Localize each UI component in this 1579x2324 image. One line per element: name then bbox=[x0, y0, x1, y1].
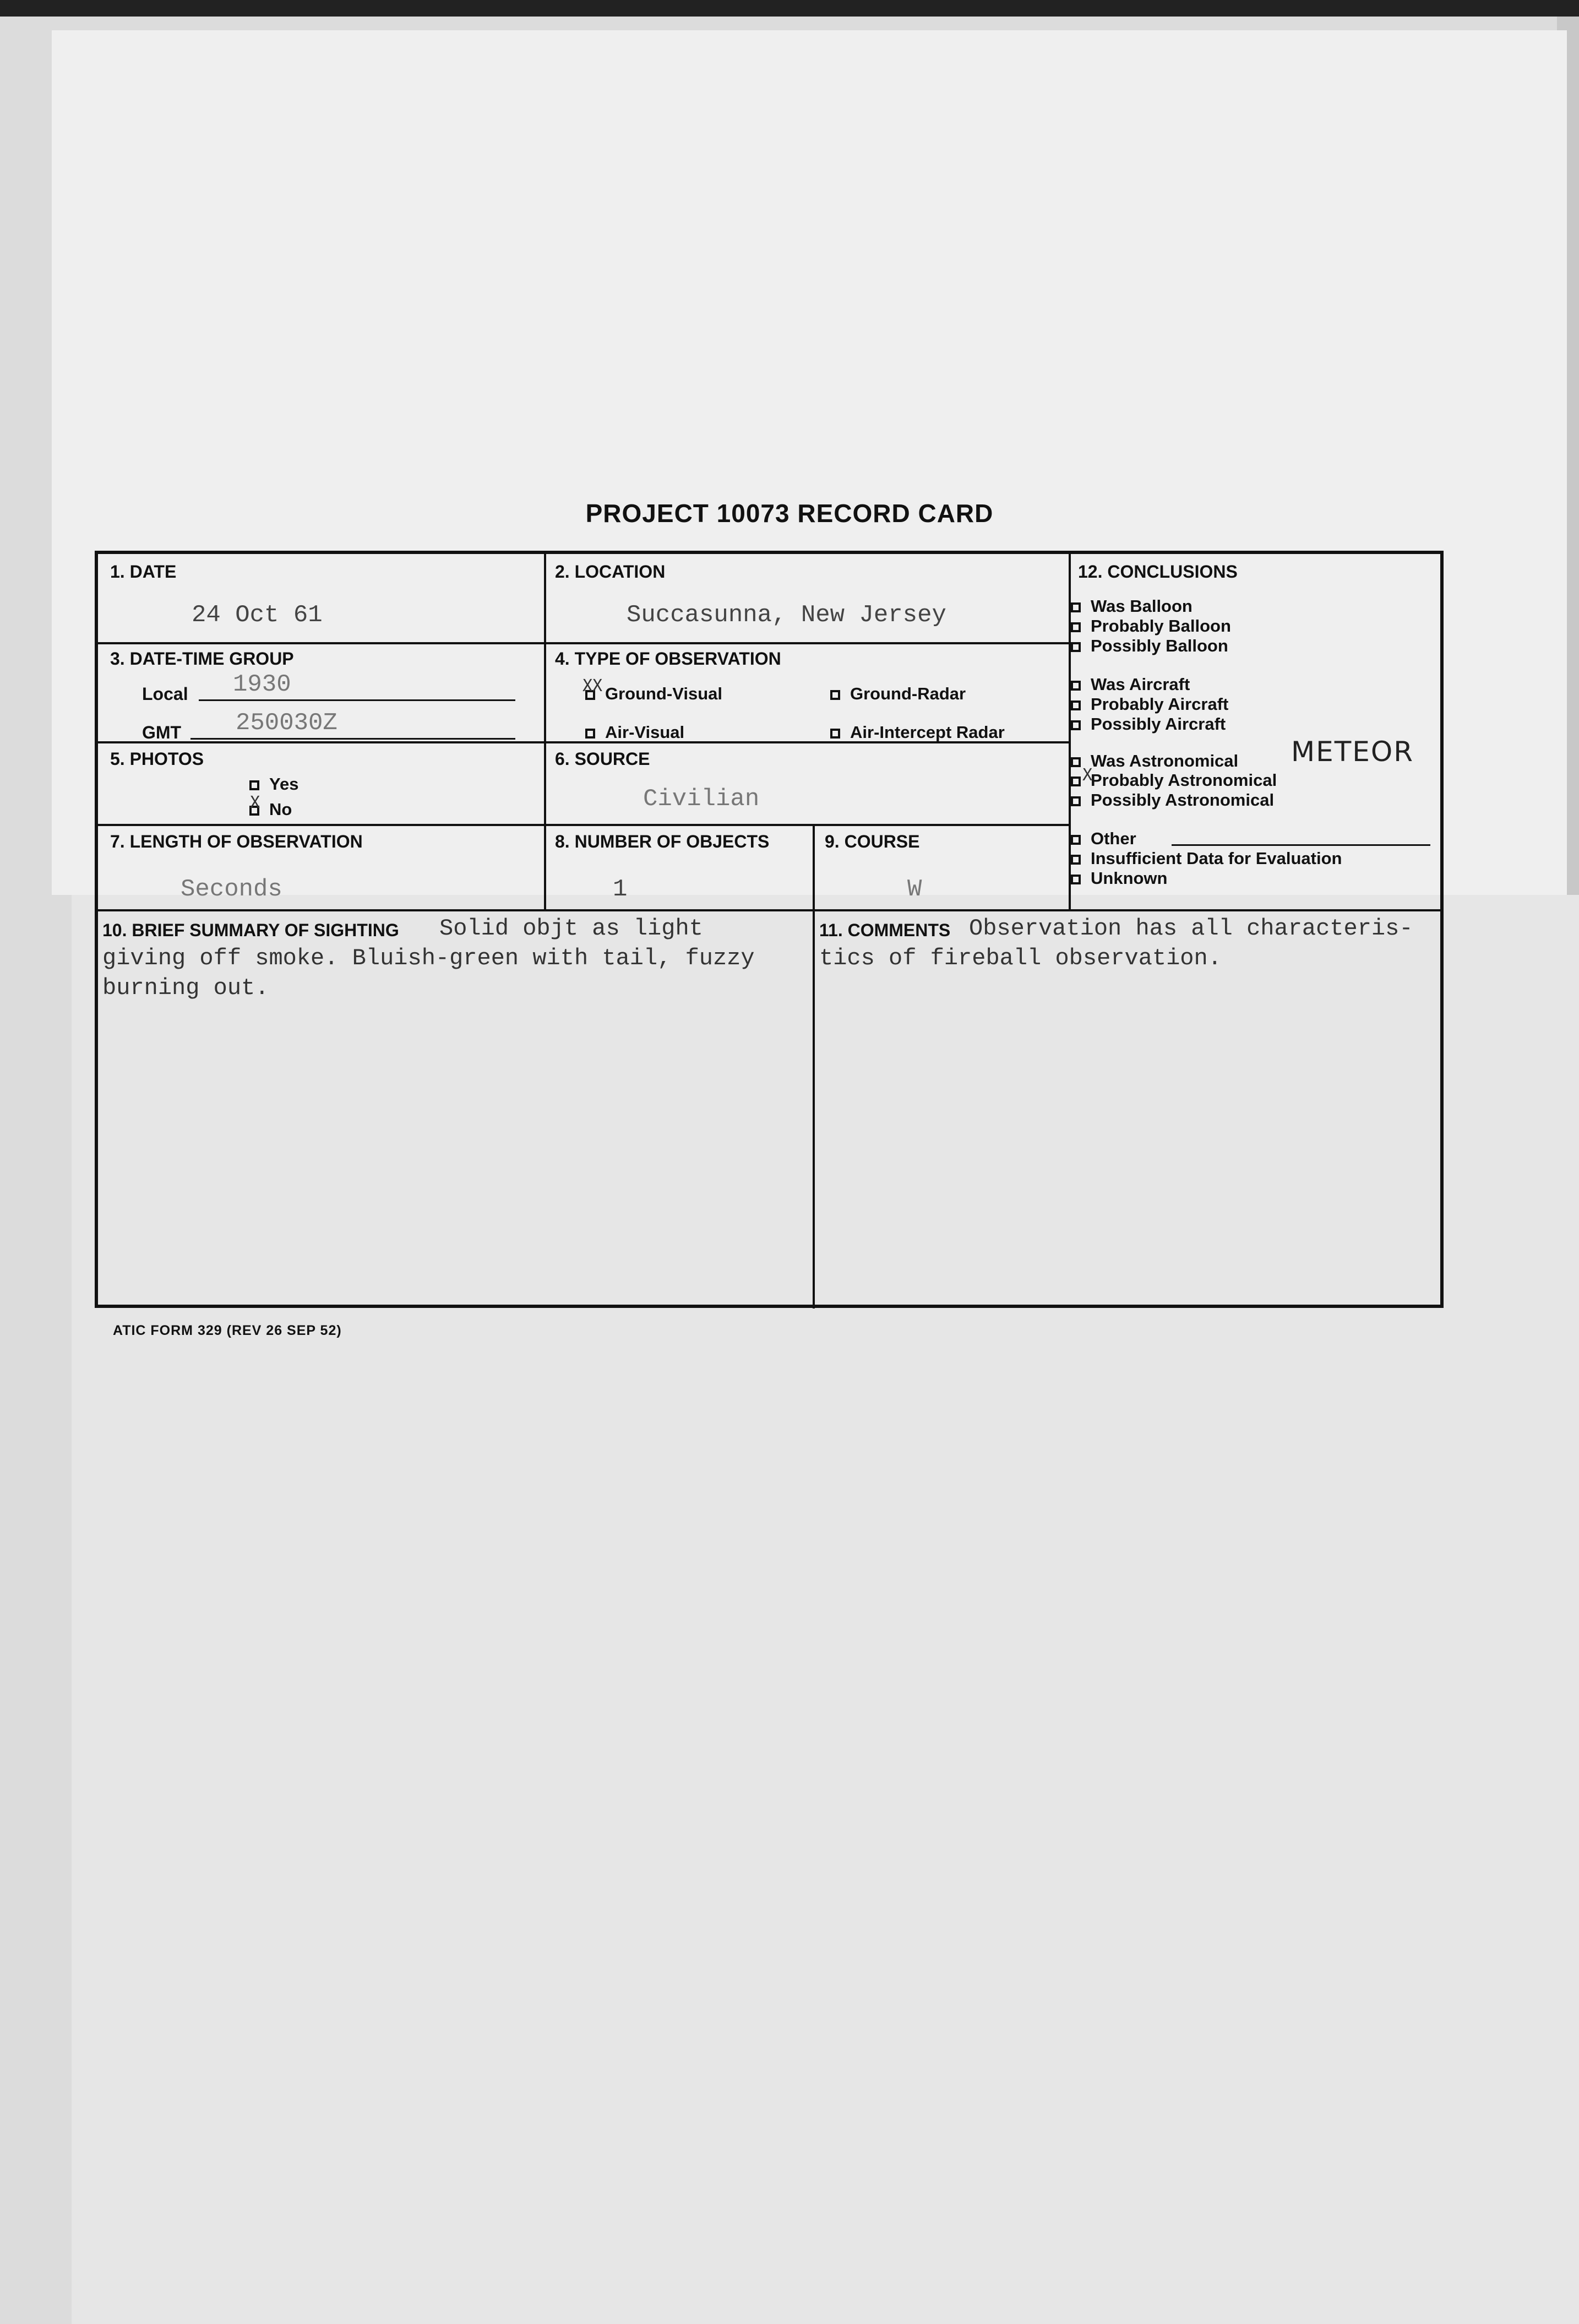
other-underline bbox=[1172, 844, 1430, 846]
check-mark: X bbox=[1082, 765, 1093, 785]
checkbox-icon bbox=[1071, 642, 1081, 652]
photos-label: 5. PHOTOS bbox=[110, 749, 204, 769]
row-divider bbox=[98, 824, 1069, 826]
conclusion-insufficient-data[interactable]: Insufficient Data for Evaluation bbox=[1071, 849, 1342, 868]
checkbox-icon bbox=[1071, 602, 1081, 612]
conclusion-unknown[interactable]: Unknown bbox=[1071, 868, 1168, 888]
comments-label: 11. COMMENTS bbox=[819, 920, 951, 940]
conclusion-was-balloon[interactable]: Was Balloon bbox=[1071, 596, 1193, 616]
check-mark: X bbox=[250, 793, 260, 812]
comments-line-2: tics of fireball observation. bbox=[819, 945, 1222, 971]
checkbox-icon bbox=[830, 729, 840, 739]
handwritten-note: METEOR bbox=[1291, 736, 1414, 768]
brief-summary-line-3: burning out. bbox=[102, 975, 269, 1001]
comments-line-1: Observation has all characteris- bbox=[969, 915, 1413, 942]
course-label: 9. COURSE bbox=[825, 832, 920, 851]
option-photos-yes[interactable]: Yes bbox=[249, 774, 298, 794]
checkbox-icon bbox=[1071, 855, 1081, 865]
option-ground-radar[interactable]: Ground-Radar bbox=[830, 684, 966, 704]
gmt-label: GMT bbox=[142, 723, 182, 742]
source-label: 6. SOURCE bbox=[555, 749, 650, 769]
conclusion-probably-astronomical[interactable]: Probably Astronomical bbox=[1071, 770, 1277, 790]
row-divider bbox=[98, 909, 1441, 911]
conclusion-was-astronomical[interactable]: Was Astronomical bbox=[1071, 751, 1238, 771]
conclusion-possibly-balloon[interactable]: Possibly Balloon bbox=[1071, 636, 1228, 656]
conclusion-possibly-astronomical[interactable]: Possibly Astronomical bbox=[1071, 790, 1274, 810]
check-mark: XX bbox=[582, 676, 603, 696]
checkbox-icon bbox=[830, 690, 840, 700]
record-card-form bbox=[95, 551, 1444, 1308]
brief-summary-line-2: giving off smoke. Bluish-green with tail, fuzzy bbox=[102, 945, 755, 971]
form-title: PROJECT 10073 RECORD CARD bbox=[585, 499, 994, 528]
conclusion-probably-aircraft[interactable]: Probably Aircraft bbox=[1071, 694, 1228, 714]
conclusion-other[interactable]: Other bbox=[1071, 829, 1136, 849]
local-value: 1930 bbox=[233, 671, 291, 698]
col-divider bbox=[813, 824, 815, 1308]
date-time-group-label: 3. DATE-TIME GROUP bbox=[110, 649, 294, 669]
brief-summary-line-1: Solid objt as light bbox=[439, 915, 703, 942]
date-label: 1. DATE bbox=[110, 562, 177, 582]
source-value: Civilian bbox=[643, 785, 760, 813]
observation-type-label: 4. TYPE OF OBSERVATION bbox=[555, 649, 781, 669]
checkbox-icon bbox=[1071, 720, 1081, 730]
conclusion-was-aircraft[interactable]: Was Aircraft bbox=[1071, 675, 1190, 694]
checkbox-icon bbox=[1071, 875, 1081, 884]
checkbox-icon bbox=[1071, 622, 1081, 632]
checkbox-icon bbox=[1071, 796, 1081, 806]
option-air-visual[interactable]: Air-Visual bbox=[585, 723, 684, 742]
checkbox-icon bbox=[585, 729, 595, 739]
number-of-objects-value: 1 bbox=[613, 876, 628, 903]
local-label: Local bbox=[142, 684, 188, 704]
option-photos-no[interactable]: No bbox=[249, 800, 292, 819]
location-value: Succasunna, New Jersey bbox=[627, 601, 946, 629]
brief-summary-label: 10. BRIEF SUMMARY OF SIGHTING bbox=[102, 920, 399, 940]
conclusion-possibly-aircraft[interactable]: Possibly Aircraft bbox=[1071, 714, 1226, 734]
gmt-underline bbox=[190, 738, 515, 740]
location-label: 2. LOCATION bbox=[555, 562, 666, 582]
checkbox-icon bbox=[1071, 701, 1081, 710]
checkbox-icon bbox=[1071, 757, 1081, 767]
checkbox-icon bbox=[1071, 835, 1081, 845]
length-value: Seconds bbox=[181, 876, 282, 903]
conclusion-probably-balloon[interactable]: Probably Balloon bbox=[1071, 616, 1231, 636]
date-value: 24 Oct 61 bbox=[192, 601, 323, 629]
length-label: 7. LENGTH OF OBSERVATION bbox=[110, 832, 363, 851]
form-number: ATIC FORM 329 (REV 26 SEP 52) bbox=[113, 1323, 342, 1338]
course-value: W bbox=[907, 876, 922, 903]
option-ground-visual[interactable]: Ground-Visual bbox=[585, 684, 722, 704]
checkbox-icon bbox=[249, 780, 259, 790]
col-divider bbox=[544, 554, 546, 909]
option-air-intercept-radar[interactable]: Air-Intercept Radar bbox=[830, 723, 1005, 742]
gmt-value: 250030Z bbox=[236, 709, 337, 737]
film-border bbox=[0, 0, 1579, 17]
local-underline bbox=[199, 699, 515, 701]
row-divider bbox=[98, 642, 1069, 644]
checkbox-icon bbox=[1071, 681, 1081, 691]
number-of-objects-label: 8. NUMBER OF OBJECTS bbox=[555, 832, 770, 851]
checkbox-icon bbox=[1071, 777, 1081, 786]
conclusions-label: 12. CONCLUSIONS bbox=[1078, 562, 1238, 582]
